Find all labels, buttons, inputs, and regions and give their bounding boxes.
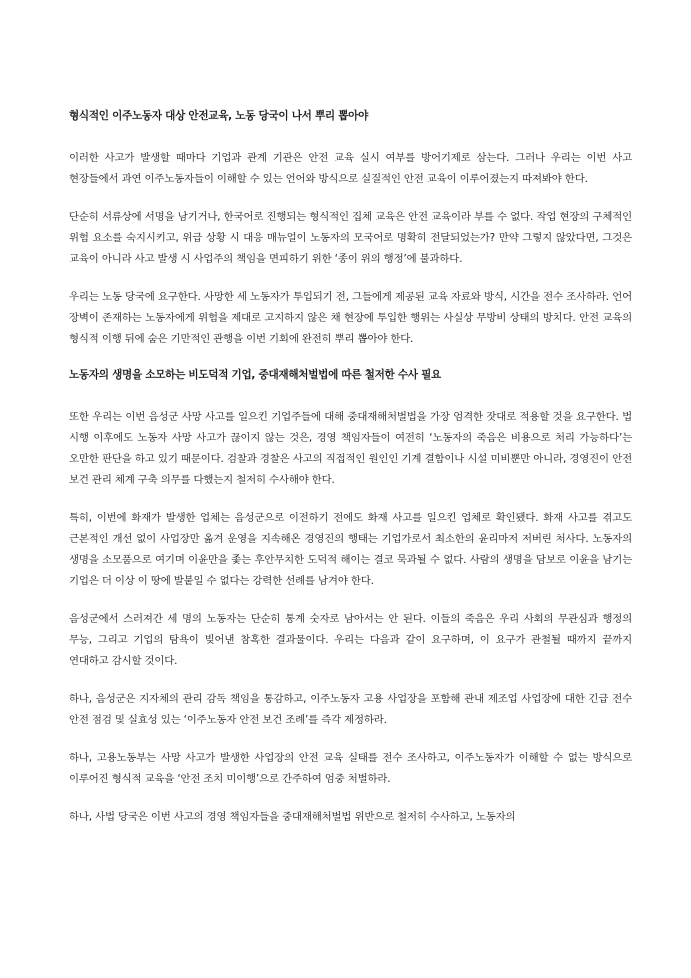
- paragraph-4: 또한 우리는 이번 음성군 사망 사고를 일으킨 기업주들에 대해 중대재해처벌법을 가장 엄격한 잣대로 적용할 것을 요구한다. 법 시행 이후에도 노동자 사망 사고가 끊이지 않는 것은, 경영 책임자들이 여전히 ‘노동자의 죽음은 비용으로 처리 가능하다’는 오만한 판단을 하고 있기 때문이다. 검찰과 경찰은 사고의 직접적인 원인인 기계 결함이나 시설 미비뿐만 아니라, 경영진이 안전 보건 관리 체계 구축 의무를 다했는지 철저히 수사해야 한다.: [69, 411, 632, 486]
- paragraph-5: 특히, 이번에 화재가 발생한 업체는 음성군으로 이전하기 전에도 화재 사고를 일으킨 업체로 확인됐다. 화재 사고를 겪고도 근본적인 개선 없이 사업장만 옮겨 운영을 지속해온 경영진의 행태는 기업가로서 최소한의 윤리마저 저버린 처사다. 노동자의 생명을 소모품으로 여기며 이윤만을 좇는 후안무치한 도덕적 해이는 결코 묵과될 수 없다. 사람의 생명을 담보로 이윤을 남기는 기업은 더 이상 이 땅에 발붙일 수 없다는 강력한 선례를 남겨야 한다.: [69, 512, 632, 587]
- demand-item-2: 하나, 고용노동부는 사망 사고가 발생한 사업장의 안전 교육 실태를 전수 조사하고, 이주노동자가 이해할 수 없는 방식으로 이루어진 형식적 교육을 ‘안전 조치 미이행’으로 간주하여 엄중 처벌하라.: [69, 752, 632, 785]
- paragraph-6: 음성군에서 스러져간 세 명의 노동자는 단순히 통계 숫자로 남아서는 안 된다. 이들의 죽음은 우리 사회의 무관심과 행정의 무능, 그리고 기업의 탐욕이 빚어낸 참혹한 결과물이다. 우리는 다음과 같이 요구하며, 이 요구가 관철될 때까지 끝까지 연대하고 감시할 것이다.: [69, 613, 632, 667]
- paragraph-3: 우리는 노동 당국에 요구한다. 사망한 세 노동자가 투입되기 전, 그들에게 제공된 교육 자료와 방식, 시간을 전수 조사하라. 언어 장벽이 존재하는 노동자에게 위험을 제대로 고지하지 않은 채 현장에 투입한 행위는 사실상 무방비 상태의 방치다. 안전 교육의 형식적 이행 뒤에 숨은 기만적인 관행을 이번 기회에 완전히 뿌리 뽑아야 한다.: [69, 291, 632, 345]
- section-heading-serious-accident-law: 노동자의 생명을 소모하는 비도덕적 기업, 중대재해처벌법에 따른 철저한 수사 필요: [69, 369, 441, 381]
- demand-item-1: 하나, 음성군은 지자체의 관리 감독 책임을 통감하고, 이주노동자 고용 사업장을 포함해 관내 제조업 사업장에 대한 긴급 전수 안전 점검 및 실효성 있는 ‘이주노동자 안전 보건 조례’를 즉각 제정하라.: [69, 693, 632, 726]
- demand-item-3: 하나, 사법 당국은 이번 사고의 경영 책임자들을 중대재해처벌법 위반으로 철저히 수사하고, 노동자의: [69, 811, 516, 823]
- paragraph-1: 이러한 사고가 발생할 때마다 기업과 관계 기관은 안전 교육 실시 여부를 방어기제로 삼는다. 그러나 우리는 이번 사고 현장들에서 과연 이주노동자들이 이해할 수 있는 언어와 방식으로 실질적인 안전 교육이 이루어졌는지 따져봐야 한다.: [69, 152, 632, 185]
- paragraph-2: 단순히 서류상에 서명을 남기거나, 한국어로 진행되는 형식적인 집체 교육은 안전 교육이라 부를 수 없다. 작업 현장의 구체적인 위험 요소를 숙지시키고, 위급 상황 시 대응 매뉴얼이 노동자의 모국어로 명확히 전달되었는가? 만약 그렇지 않았다면, 그것은 교육이 아니라 사고 발생 시 사업주의 책임을 면피하기 위한 ‘종이 위의 행정’에 불과하다.: [69, 211, 632, 265]
- document-page: [69, 108, 632, 828]
- section-heading-safety-education: 형식적인 이주노동자 대상 안전교육, 노동 당국이 나서 뿌리 뽑아야: [69, 110, 369, 122]
